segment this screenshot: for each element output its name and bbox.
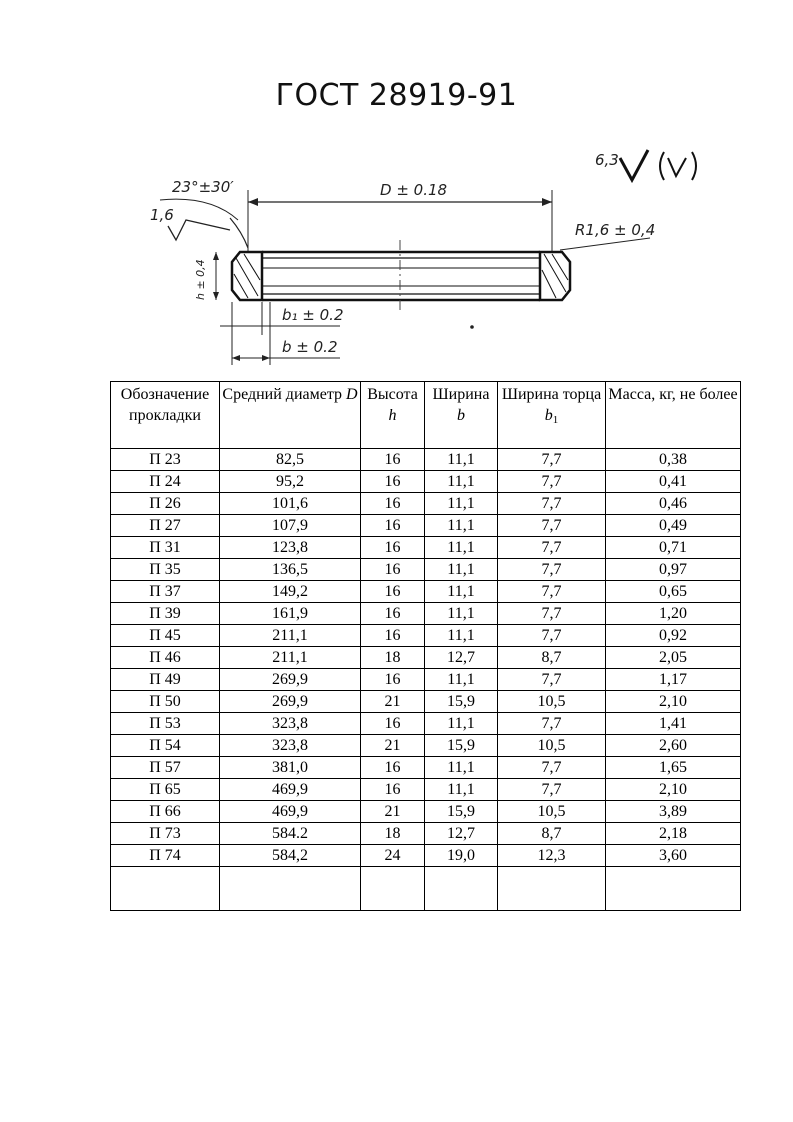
cell-designation: П 35 <box>111 559 220 581</box>
cell-designation: П 26 <box>111 493 220 515</box>
cell-face-width: 7,7 <box>498 757 606 779</box>
header-face-width: Ширина торца $b_1$ <box>498 382 606 449</box>
cell-face-width: 7,7 <box>498 625 606 647</box>
empty-cell <box>361 867 425 911</box>
radius-dimension-label: R1,6 ± 0,4 <box>575 221 656 239</box>
roughness-check-icon <box>620 150 648 180</box>
cell-height: 16 <box>361 515 425 537</box>
cell-face-width: 10,5 <box>498 801 606 823</box>
cell-mean-diameter: 107,9 <box>220 515 361 537</box>
table-row <box>111 581 741 603</box>
table-empty-row <box>111 867 741 911</box>
cell-mass: 1,20 <box>606 603 741 625</box>
empty-cell <box>425 867 498 911</box>
roughness-top-value: 6,3 <box>595 151 619 169</box>
b1-dimension-label: b₁ ± 0.2 <box>282 306 344 324</box>
cell-designation: П 46 <box>111 647 220 669</box>
cell-mean-diameter: 469,9 <box>220 801 361 823</box>
cell-face-width: 10,5 <box>498 691 606 713</box>
cell-width: 15,9 <box>425 801 498 823</box>
cell-designation: П 49 <box>111 669 220 691</box>
cell-height: 16 <box>361 603 425 625</box>
cell-face-width: 7,7 <box>498 515 606 537</box>
b-dimension-label: b ± 0.2 <box>282 338 338 356</box>
cell-height: 18 <box>361 647 425 669</box>
cell-mass: 3,89 <box>606 801 741 823</box>
cell-designation: П 54 <box>111 735 220 757</box>
cell-height: 24 <box>361 845 425 867</box>
cell-mean-diameter: 211,1 <box>220 647 361 669</box>
table-header-row <box>111 382 741 449</box>
header-mass: Масса, кг, не более <box>606 382 741 449</box>
cell-designation: П 74 <box>111 845 220 867</box>
table-row <box>111 823 741 845</box>
cell-mean-diameter: 95,2 <box>220 471 361 493</box>
cell-width: 11,1 <box>425 449 498 471</box>
cell-width: 11,1 <box>425 581 498 603</box>
cell-face-width: 7,7 <box>498 493 606 515</box>
roughness-left-icon <box>168 220 230 240</box>
table-row <box>111 757 741 779</box>
empty-cell <box>111 867 220 911</box>
cell-mass: 1,17 <box>606 669 741 691</box>
cell-height: 16 <box>361 493 425 515</box>
cell-designation: П 23 <box>111 449 220 471</box>
cell-mean-diameter: 584,2 <box>220 845 361 867</box>
cell-mass: 0,92 <box>606 625 741 647</box>
header-width: Ширина b <box>425 382 498 449</box>
cell-face-width: 7,7 <box>498 713 606 735</box>
cell-face-width: 7,7 <box>498 559 606 581</box>
table-row <box>111 625 741 647</box>
header-designation: Обозначение прокладки <box>111 382 220 449</box>
table-row <box>111 801 741 823</box>
cell-face-width: 7,7 <box>498 581 606 603</box>
cell-designation: П 27 <box>111 515 220 537</box>
cell-height: 21 <box>361 691 425 713</box>
cell-mass: 2,18 <box>606 823 741 845</box>
cell-mass: 0,71 <box>606 537 741 559</box>
cell-mean-diameter: 269,9 <box>220 691 361 713</box>
cell-width: 11,1 <box>425 559 498 581</box>
cell-mean-diameter: 136,5 <box>220 559 361 581</box>
cell-width: 19,0 <box>425 845 498 867</box>
cell-height: 21 <box>361 801 425 823</box>
cell-designation: П 66 <box>111 801 220 823</box>
cell-face-width: 7,7 <box>498 449 606 471</box>
cell-face-width: 10,5 <box>498 735 606 757</box>
cell-width: 11,1 <box>425 625 498 647</box>
cell-width: 12,7 <box>425 823 498 845</box>
cell-height: 16 <box>361 471 425 493</box>
cell-height: 16 <box>361 581 425 603</box>
cell-face-width: 7,7 <box>498 669 606 691</box>
cell-height: 16 <box>361 625 425 647</box>
cell-mean-diameter: 161,9 <box>220 603 361 625</box>
cell-width: 15,9 <box>425 691 498 713</box>
cell-width: 11,1 <box>425 669 498 691</box>
roughness-left-value: 1,6 <box>150 206 174 224</box>
cell-width: 11,1 <box>425 537 498 559</box>
height-dimension-label: h ± 0,4 <box>194 259 207 300</box>
header-height: Высота h <box>361 382 425 449</box>
document-title: ГОСТ 28919-91 <box>275 78 518 113</box>
table-row <box>111 493 741 515</box>
cell-mass: 0,65 <box>606 581 741 603</box>
table-row <box>111 449 741 471</box>
empty-cell <box>498 867 606 911</box>
cell-face-width: 7,7 <box>498 779 606 801</box>
cell-mean-diameter: 101,6 <box>220 493 361 515</box>
table-row <box>111 735 741 757</box>
cell-height: 21 <box>361 735 425 757</box>
table-row <box>111 647 741 669</box>
cell-mass: 2,10 <box>606 691 741 713</box>
cell-mean-diameter: 469,9 <box>220 779 361 801</box>
table-row <box>111 691 741 713</box>
cell-mass: 1,41 <box>606 713 741 735</box>
cell-height: 16 <box>361 449 425 471</box>
parentheses-icon <box>660 152 696 180</box>
cell-height: 16 <box>361 757 425 779</box>
cell-mass: 0,49 <box>606 515 741 537</box>
cell-mean-diameter: 123,8 <box>220 537 361 559</box>
cell-designation: П 50 <box>111 691 220 713</box>
cell-designation: П 57 <box>111 757 220 779</box>
cell-height: 16 <box>361 779 425 801</box>
cell-designation: П 24 <box>111 471 220 493</box>
cell-mass: 0,41 <box>606 471 741 493</box>
cell-width: 11,1 <box>425 471 498 493</box>
cell-mass: 2,10 <box>606 779 741 801</box>
cell-width: 11,1 <box>425 779 498 801</box>
cell-height: 16 <box>361 669 425 691</box>
table-row <box>111 537 741 559</box>
cell-designation: П 73 <box>111 823 220 845</box>
cell-mean-diameter: 82,5 <box>220 449 361 471</box>
gasket-drawing <box>120 140 740 380</box>
cell-mean-diameter: 323,8 <box>220 713 361 735</box>
table-row <box>111 845 741 867</box>
gasket-dimensions-table <box>110 381 741 911</box>
cell-mean-diameter: 323,8 <box>220 735 361 757</box>
cell-designation: П 37 <box>111 581 220 603</box>
cell-width: 11,1 <box>425 603 498 625</box>
cell-designation: П 45 <box>111 625 220 647</box>
cell-height: 16 <box>361 713 425 735</box>
cell-height: 16 <box>361 559 425 581</box>
table-row <box>111 669 741 691</box>
cell-mass: 2,05 <box>606 647 741 669</box>
empty-cell <box>220 867 361 911</box>
table-row <box>111 603 741 625</box>
cell-width: 11,1 <box>425 493 498 515</box>
cell-mass: 2,60 <box>606 735 741 757</box>
cell-width: 11,1 <box>425 757 498 779</box>
table-row <box>111 779 741 801</box>
cell-face-width: 8,7 <box>498 647 606 669</box>
cell-mean-diameter: 381,0 <box>220 757 361 779</box>
cell-designation: П 65 <box>111 779 220 801</box>
table-row <box>111 471 741 493</box>
header-mean-diameter: Средний диаметр D <box>220 382 361 449</box>
diameter-dimension-label: D ± 0.18 <box>380 181 448 199</box>
cell-width: 11,1 <box>425 713 498 735</box>
cell-face-width: 8,7 <box>498 823 606 845</box>
cell-mass: 0,97 <box>606 559 741 581</box>
cell-mean-diameter: 584.2 <box>220 823 361 845</box>
cell-mass: 3,60 <box>606 845 741 867</box>
cell-face-width: 7,7 <box>498 471 606 493</box>
roughness-check-small-icon <box>668 158 686 176</box>
cell-designation: П 31 <box>111 537 220 559</box>
table-row <box>111 713 741 735</box>
cell-designation: П 53 <box>111 713 220 735</box>
empty-cell <box>606 867 741 911</box>
table-row <box>111 559 741 581</box>
cell-height: 18 <box>361 823 425 845</box>
cell-face-width: 7,7 <box>498 603 606 625</box>
cell-mass: 0,38 <box>606 449 741 471</box>
cell-width: 11,1 <box>425 515 498 537</box>
cell-mean-diameter: 149,2 <box>220 581 361 603</box>
angle-dimension-label: 23°±30′ <box>172 178 234 196</box>
cell-width: 12,7 <box>425 647 498 669</box>
cell-face-width: 12,3 <box>498 845 606 867</box>
cell-mean-diameter: 211,1 <box>220 625 361 647</box>
cell-mass: 1,65 <box>606 757 741 779</box>
cell-height: 16 <box>361 537 425 559</box>
cell-width: 15,9 <box>425 735 498 757</box>
cell-mass: 0,46 <box>606 493 741 515</box>
cell-mean-diameter: 269,9 <box>220 669 361 691</box>
cell-designation: П 39 <box>111 603 220 625</box>
table-row <box>111 515 741 537</box>
cell-face-width: 7,7 <box>498 537 606 559</box>
